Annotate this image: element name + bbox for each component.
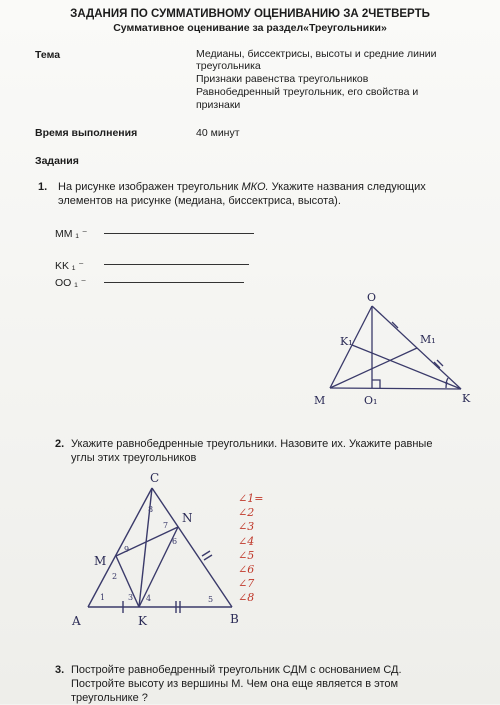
topic-line: Признаки равенства треугольников	[196, 73, 369, 85]
topic-line: признаки	[196, 99, 241, 111]
side-ac	[88, 488, 152, 607]
angle-number: 7	[163, 521, 169, 530]
topic-line: Медианы, биссектрисы, высоты и средние линии	[196, 48, 437, 60]
task1-triangle-name: МКО.	[241, 181, 269, 193]
vertex-label-b: B	[230, 612, 239, 626]
task2-line2: углы этих треугольников	[71, 452, 197, 464]
tick-mark	[204, 555, 212, 560]
angle-eq: ∠5	[238, 548, 255, 562]
document-subtitle: Суммативное оценивание за раздел«Треугольники»	[113, 22, 387, 34]
side-mk	[330, 388, 461, 389]
vertex-label-k1: K₁	[340, 335, 353, 348]
task3-line1: Постройте равнобедренный треугольник СДМ с основанием СД.	[71, 664, 402, 676]
angle-eq: ∠7	[238, 577, 255, 591]
answer-oo1-label: OO ₁ ⁻	[55, 277, 87, 289]
angle-number: 8	[148, 505, 154, 514]
topic-label: Тема	[35, 49, 61, 61]
task2-number: 2.	[55, 438, 65, 450]
angle-equalities-list	[238, 492, 263, 606]
answer-mm1-line[interactable]	[104, 233, 254, 234]
task3-number: 3.	[55, 664, 65, 676]
angle-eq: ∠2	[238, 506, 255, 520]
time-value: 40 минут	[196, 127, 240, 139]
vertex-label-o: O	[367, 291, 377, 304]
answer-oo1-line[interactable]	[104, 282, 244, 283]
task1-line1-end: Укажите названия следующих	[268, 181, 426, 193]
triangle-mko-figure	[300, 288, 480, 410]
answer-kk1-label: KK ₁ ⁻	[55, 260, 84, 272]
document-title: ЗАДАНИЯ ПО СУММАТИВНОМУ ОЦЕНИВАНИЮ ЗА 2ЧЕТВЕРТЬ	[70, 8, 430, 20]
answer-mm1-label: MM ₁ ⁻	[55, 228, 88, 240]
vertex-label-c: C	[150, 471, 160, 485]
tick-mark	[202, 551, 210, 556]
angle-number: 3	[128, 593, 134, 602]
angle-number: 9	[124, 545, 130, 554]
task3-line2: Постройте высоту из вершины М. Чем она еще является в этом	[71, 678, 399, 690]
angle-eq: ∠8	[238, 591, 255, 605]
task1-line2: элементов на рисунке (медиана, биссектриса, высота).	[58, 195, 341, 207]
vertex-label-m: M	[94, 554, 107, 568]
angle-eq: ∠6	[238, 563, 255, 577]
angle-number: 6	[172, 537, 178, 546]
vertex-label-m: M	[314, 394, 326, 407]
vertex-label-n: N	[182, 511, 193, 525]
right-angle-mark	[372, 380, 380, 388]
topic-line: Равнобедренный треугольник, его свойства и	[196, 86, 419, 98]
angle-eq: ∠1=	[238, 492, 264, 505]
time-label: Время выполнения	[35, 127, 138, 139]
vertex-label-k: K	[138, 614, 147, 628]
task2-line1: Укажите равнобедренные треугольники. Назовите их. Укажите равные	[71, 438, 433, 450]
vertex-label-o1: O₁	[364, 394, 378, 407]
angle-number: 5	[208, 595, 214, 604]
task3-line3: треугольнике ?	[71, 692, 148, 704]
tasks-heading: Задания	[35, 155, 79, 167]
angle-eq: ∠4	[238, 534, 255, 548]
angle-eq: ∠3	[238, 520, 255, 534]
segment-kk1	[352, 345, 461, 389]
topic-line: треугольника	[196, 60, 261, 72]
vertex-label-k: K	[462, 392, 471, 405]
side-cb	[152, 488, 232, 607]
angle-number: 1	[100, 593, 106, 602]
vertex-label-a: A	[72, 614, 81, 628]
angle-number: 4	[146, 594, 152, 603]
task1-line1	[58, 181, 426, 194]
task1-number: 1.	[38, 181, 48, 193]
answer-kk1-line[interactable]	[104, 264, 249, 265]
vertex-label-m1: M₁	[420, 333, 436, 346]
side-ok	[372, 306, 461, 389]
task1-line1-start: На рисунке изображен треугольник	[58, 181, 242, 193]
angle-number: 2	[112, 572, 118, 581]
